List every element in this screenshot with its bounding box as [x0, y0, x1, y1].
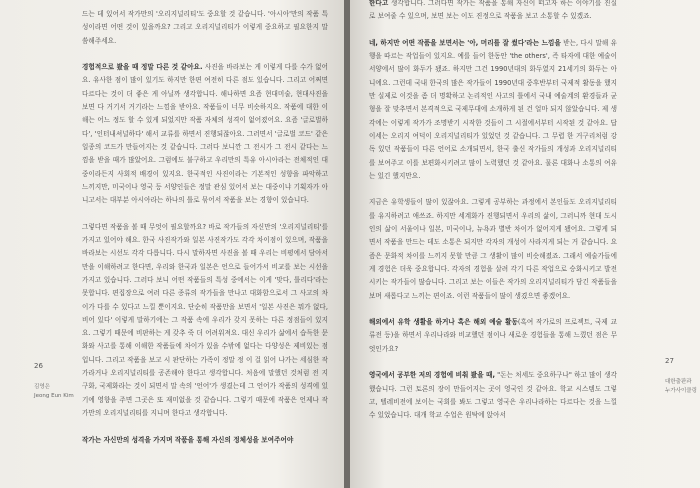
- left-question-text: 작가는 자신만의 성격을 가지며 작품을 통해 자신의 정체성을 보여주어야: [82, 435, 294, 444]
- running-head-line-1: 대한출판과: [665, 379, 692, 385]
- right-question-lead: 해외에서 유학 생활을 하거나 혹은 해외 예술 활동: [369, 318, 518, 327]
- author-name-english: Jeong Eun Kim: [34, 393, 74, 399]
- page-number: 27: [665, 357, 674, 365]
- right-page: [350, 0, 700, 488]
- right-paragraph-3: 지금은 유학생들이 많이 있잖아요. 그렇게 공부하는 과정에서 본인들도 오리지널리티를 유지하려고 애쓰죠. 하지만 세계화가 진행되면서 우리의 삶이, 그러니까 현대 도시인의 삶이 서울이나 일본, 미국이나, 뉴욕과 별반 차이가 없어지게 됐어요. 그렇게 되면서 작품을 만드는 데도 소통은 되지만 각자의 개성이 사라지게 되는 거 같습니다. 요즘은 문화적 차이를 느끼지 못할 만큼 그 생활이 많이 비슷해졌죠. 그래서 예술가들에게 경험은 더욱 중요합니다. 각자의 경험을 살려 각기 다른 작업으로 승화시키고 발전시키는 작가들이 많습니다. 그리고 보는 이들은 작가의 오리지널리티가 담긴 작품들을 보며 새롭다고 느끼는 편이죠. 이런 작품들이 많이 생겼으면 좋겠어요.: [369, 198, 617, 300]
- right-answer: [369, 369, 617, 422]
- left-paragraph-2-body: 사진을 바라보는 게 이렇게 다를 수가 없어요. 유사한 점이 많이 있기도 하지만 한편 여전히 다른 점도 있습니다. 그리고 어쩌면 다르다는 것이 더 좋은 게 아닐까 생각합니다. 해나하면 요즘 현대미술, 현대사진을 보면 다 거기서 거기라는 느낌을 받아요. 작품들이 너무 비슷하지요. 작품에 대한 이해는 어느 정도 할 수 있게 되었지만 작품 자체의 성격이 없어졌어요. 요즘 '글로벌하다', '인터내셔널하다' 해서 교류를 하면서 진행되잖아요. 그러면서 '글로벌 코드' 같은 일종의 코드가 만들어지는 것 같습니다. 그러다 보니깐 그 전시가 그 전시 같다는 느낌을 받을 때가 많았어요. 그럼에도 불구하고 우리만의 특유 아시아라는 전체적인 대중이라든지 사회적 배경이 있지요. 한국적인 사진이라는 기본적인 성향을 파악하고 느끼지만, 미국이나 영국 등 서양인들은 정말 관심 있어서 보는 대중이냐 기획자가 아니고서는 대부분 아시아라는 하나의 틀로 묶어서 작품을 보는 경향이 있습니다.: [82, 63, 328, 205]
- author-name-korean: 김영은: [34, 384, 50, 390]
- page-number: 26: [34, 362, 43, 370]
- right-paragraph-1-body: 생각합니다. 그러다면 작가는 작품을 통해 자신이 떠고자 하는 이야기를 진실로 보여줄 수 있으며, 보면 보는 이도 진정으로 작품을 보고 소통할 수 있겠죠.: [369, 0, 617, 21]
- right-answer-lead: 영국에서 공부한 저의 경험에 비춰 봤을 때,: [369, 371, 495, 380]
- left-page-body: [82, 8, 328, 460]
- running-head: [34, 383, 74, 401]
- left-paragraph-3: 그렇다면 작품을 볼 때 무엇이 필요할까요? 바로 작가들의 자신만의 '오리지널리티'를 가지고 있어야 해요. 한국 사진작가와 일본 사진작가도 각각 차이점이 있으며, 작품을 바라보는 시선도 각각 다릅니다. 다시 말하자면 사진을 볼 때 우리는 비평에서 담아서 만을 이해하려고 한다면, 우리와 한국과 일본은 언으로 들어가서 비교를 보는 시선을 가지고 있습니다. 그러다 보니 어떤 작품들의 특성 중에서는 이게 '맞다, 틀리다'라는 못합니다. 편집장으로 여러 다른 종류의 작가들을 만나고 대화함으로서 그 사고의 차이가 다를 수 있다고 느낄 뿐이지요. 단순히 작품만을 보면서 '일본 사진은 뭐가 없다, 비어 있다' 이렇게 말하기에는 그 작품 속에 우리가 갖지 못하는 다른 정점들이 있지요. 그렇기 때문에 비판하는 게 갖추 죽 더 어려워져요. 대신 우리가 삶에서 습득한 문화와 사고를 통해 이해한 작품들에 차이가 있을 수밖에 없다는 다양성은 제비있는 점입니다. 그리고 작품을 보고 시 판단하는 가족이 정말 정 이 걸 읽어 나가는 세심한 작가라거나 오리지널리티를 공존해야 한다고 생각합니다. 처음에 말했던 것처럼 전 지구화, 국제화라는 것이 되면서 말 속의 '언어'가 생겼는데 그 언어가 작품의 성격에 있기에 영향을 주면 그곳은 또 재미없을 것 같습니다. 그렇기 때문에 작품은 언제나 작가만의 오리지널리티를 지니며 한다고 생각합니다.: [82, 222, 328, 417]
- left-paragraph-1: 드는 데 있어서 작가만의 '오리지널리티'도 중요할 것 같습니다. '아시아'만의 작품 특성이라면 어떤 것이 있을까요? 그리고 오리지널리티가 이렇게 중요하고 필요한지 말씀해주세요.: [82, 10, 328, 45]
- left-question: [82, 434, 328, 447]
- right-page-body: [369, 0, 617, 436]
- right-paragraph-2-body: 받는, 다시 말해 유행을 따르는 작업들이 있지요. 예를 들어 한동안 'the others', 즉 타자에 대한 예술이 서양에서 많이 화두가 됐죠. 하지만 그건 1990년대의 화두였지 21세기의 화두는 아니에요. 그런데 국내 한국의 많은 작가들이 1990년대 중후반부터 국제적 활동을 했지만 실제로 이것을 좀 더 명확하고 논리적인 사고의 틀에서 국내 예술계의 환경들과 균형을 잘 맞추면서 본격적으로 국제무대에 소개하게 된 건 얼마 되지 않았습니다. 제 생각에는 이렇게 작가가 조명받기 시작한 것들이 그 시절에서부터 시작된 것 같아요. 답이세는 오리지 여덕이 오리지널리티가 있었던 것 같습니다. 그 무렵 한 거구리처럼 강독 있던 작품들이 다른 언어로 소개되면서, 한국 출신 작가들의 개성과 오리지널리티를 보여주고 이를 보편화시키려고 많이 노력했던 것 같아요. 물론 대화나 소통의 여유는 있긴 했지만요.: [369, 38, 617, 180]
- running-head-line-2: 누가사이클링: [665, 388, 697, 394]
- right-paragraph-2-lead: 네, 하지만 어떤 작품을 보면서는 '아, 머리를 잘 썼다'라는 느낌을: [369, 38, 561, 47]
- left-page: [0, 0, 346, 488]
- running-head: [665, 378, 697, 396]
- left-paragraph-2: [82, 61, 328, 207]
- right-answer-body: "돈는 처세도 중요하구나" 하고 많이 생각했습니다. 그런 토론의 장이 만들어지는 곳이 영국인 것 같아요. 학교 시스템도 그렇고, 텔레비전에 보이는 국회를 봐도 그렇고 영국은 우리나라하는 다르다는 것을 느낄 수 있었습니다. 대개 학교 수업은 원탁에 앉아서: [369, 371, 617, 420]
- right-question-body: (혹여 작가로의 프로젝트, 국제 교류전 등)을 하면서 우리나라와 비교했던 점이나 새로운 경험들을 통해 느꼈던 점은 무엇인가요?: [369, 318, 617, 353]
- left-paragraph-2-lead: 경험적으로 봤을 때 정말 다른 것 같아요.: [82, 63, 203, 72]
- right-paragraph-1: [369, 0, 617, 24]
- right-paragraph-2: [369, 37, 617, 183]
- right-paragraph-1-lead: 한다고: [369, 0, 389, 7]
- right-question: [369, 316, 617, 356]
